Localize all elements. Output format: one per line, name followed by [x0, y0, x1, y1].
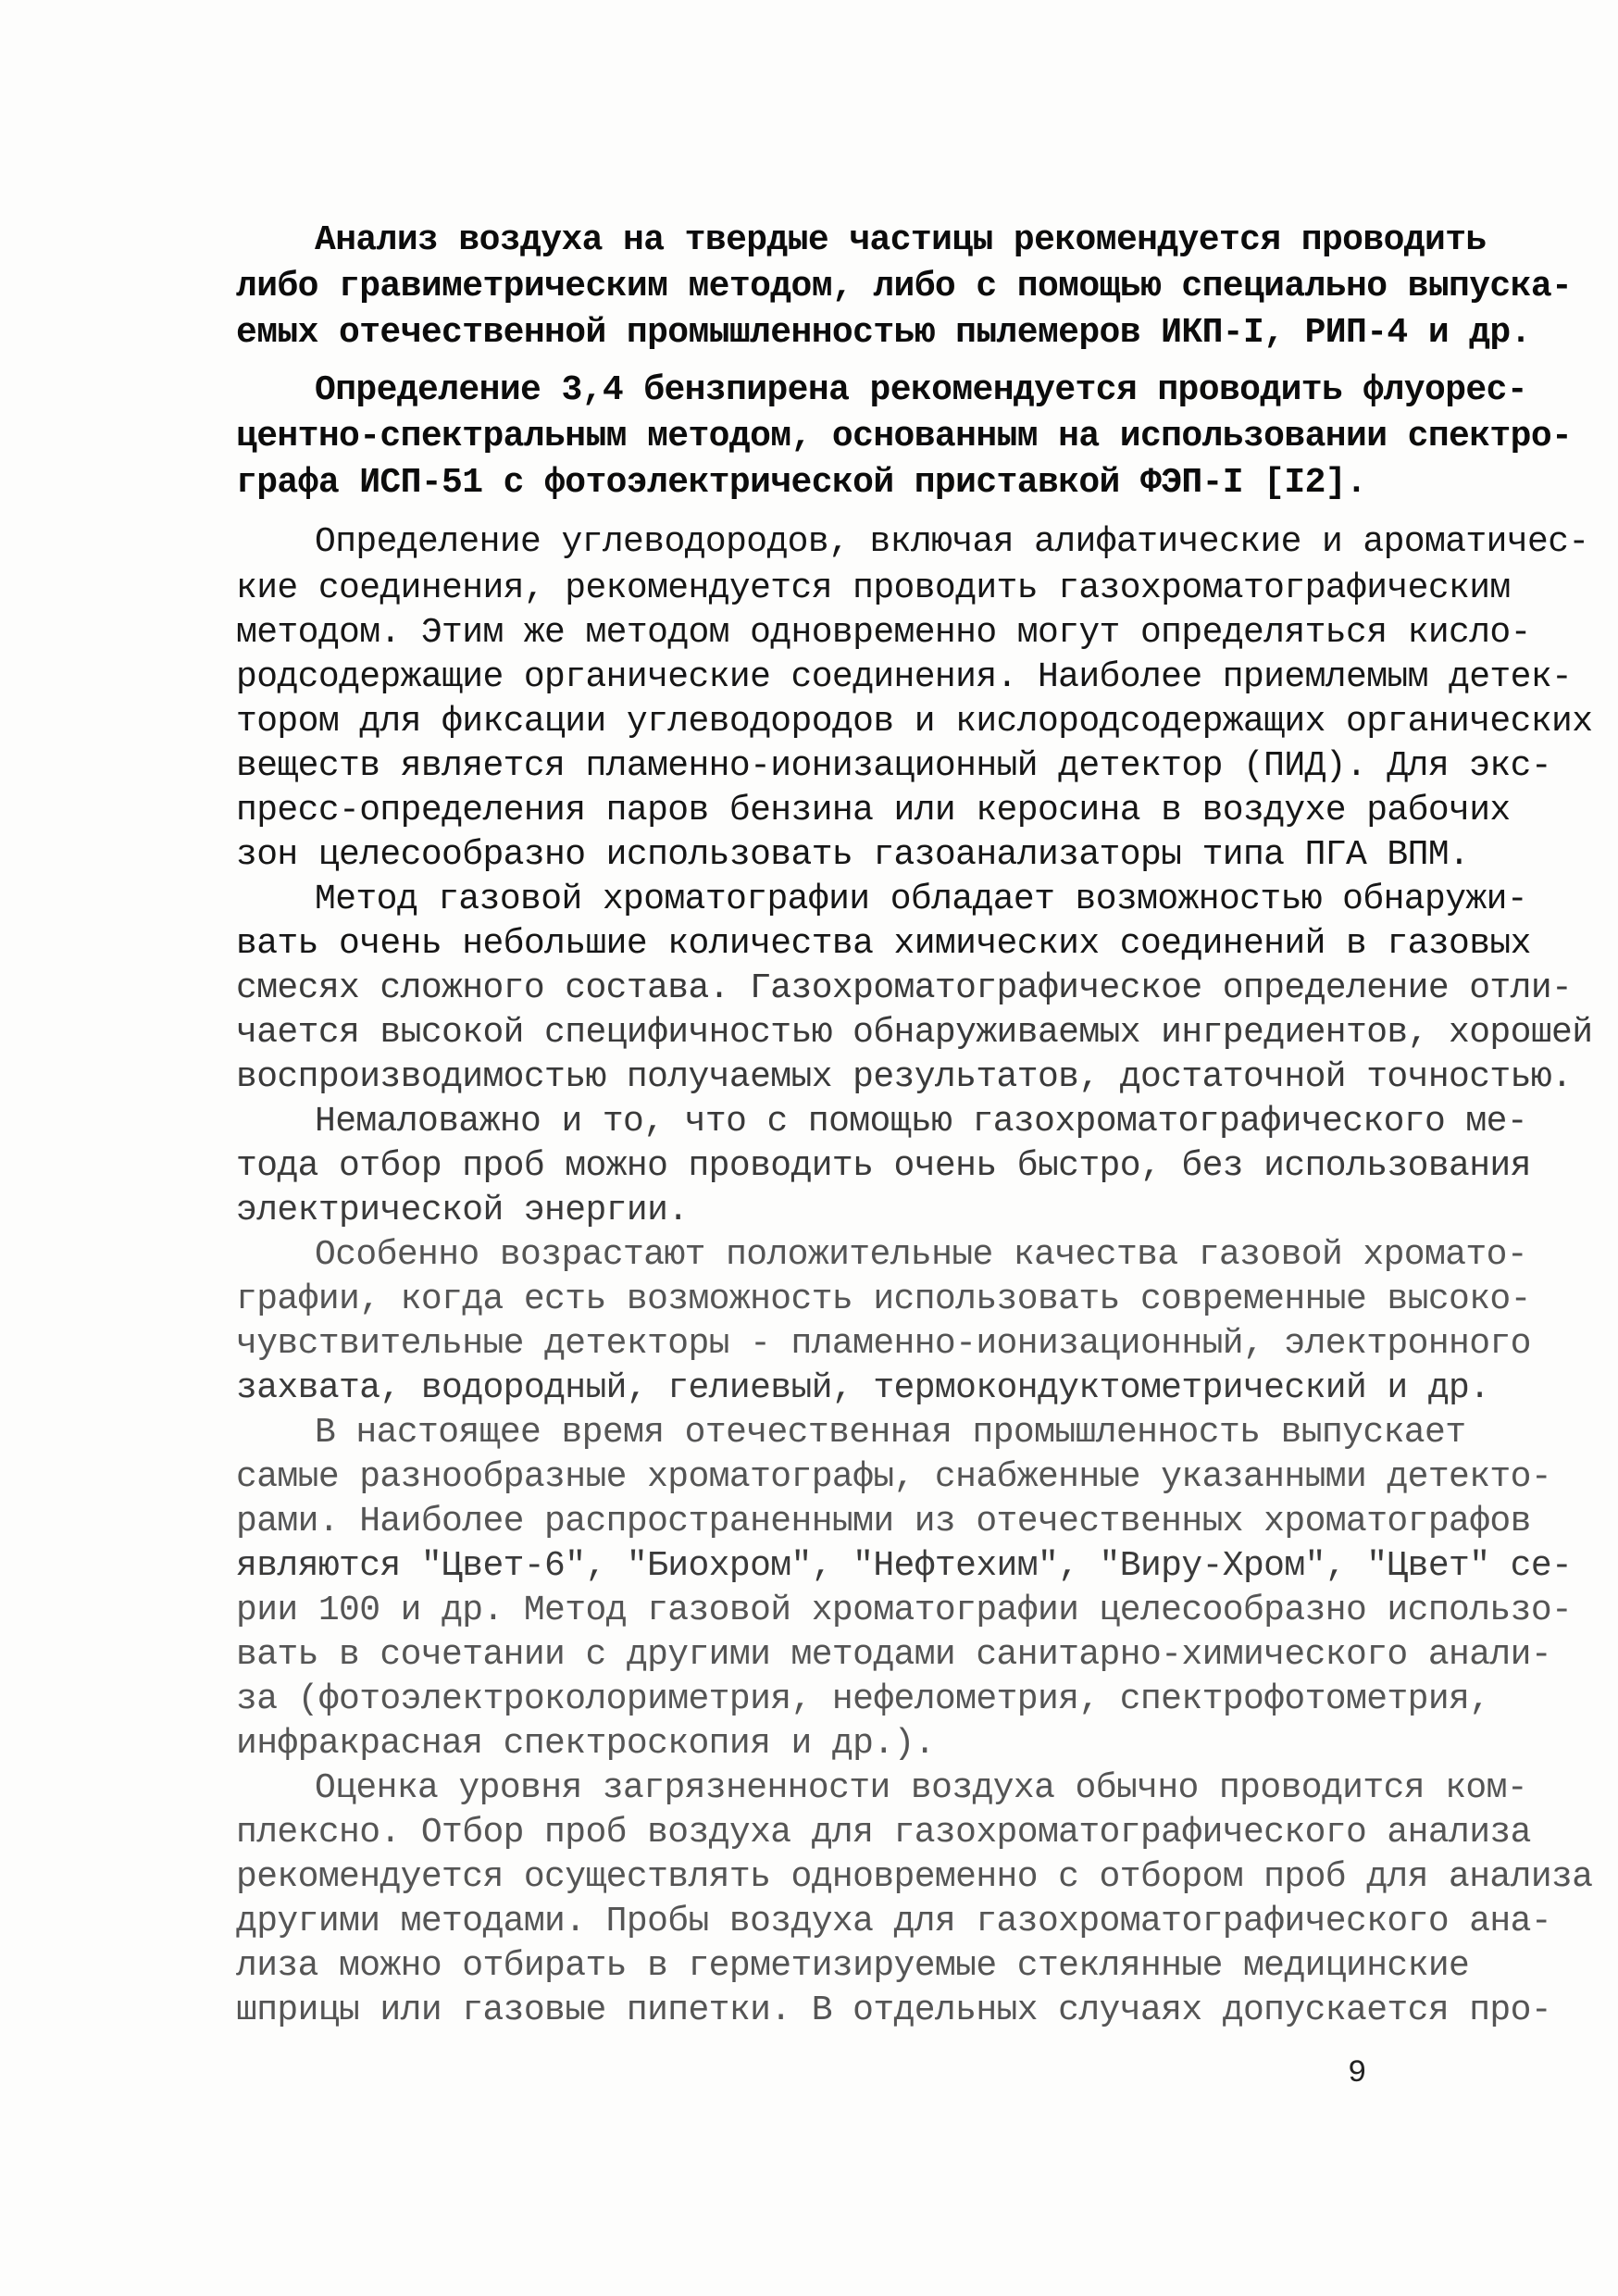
text-line: являются "Цвет-6", "Биохром", "Нефтехим", "Виру-Хром", "Цвет" се-	[236, 1546, 1573, 1586]
text-line: В настоящее время отечественная промышленность выпускает	[315, 1413, 1466, 1453]
page-number: 9	[1348, 2056, 1367, 2091]
text-line: кие соединения, рекомендуется проводить газохроматографическим	[236, 568, 1511, 608]
text-line: тода отбор проб можно проводить очень быстро, без использования	[236, 1146, 1531, 1186]
text-line: Метод газовой хроматографии обладает возможностью обнаружи-	[315, 880, 1528, 919]
text-line: электрической энергии.	[236, 1191, 689, 1230]
text-line: веществ является пламенно-ионизационный детектор (ПИД). Для экс-	[236, 746, 1552, 786]
text-line: плексно. Отбор проб воздуха для газохроматографического анализа	[236, 1813, 1531, 1853]
text-line: самые разнообразные хроматографы, снабженные указанными детекто-	[236, 1457, 1552, 1497]
text-line: графии, когда есть возможность использовать современные высоко-	[236, 1279, 1531, 1319]
text-line: рекомендуется осуществлять одновременно с отбором проб для анализа	[236, 1857, 1593, 1897]
text-line: тором для фиксации углеводородов и кислородсодержащих органических	[236, 702, 1593, 742]
text-line: Немаловажно и то, что с помощью газохроматографического ме-	[315, 1102, 1528, 1142]
text-line: центно-спектральным методом, основанным на использовании спектро-	[236, 417, 1573, 456]
text-line: Особенно возрастают положительные качества газовой хромато-	[315, 1235, 1528, 1275]
text-line: инфракрасная спектроскопия и др.).	[236, 1724, 935, 1764]
text-line: зон целесообразно использовать газоанализаторы типа ПГА ВПМ.	[236, 835, 1470, 875]
text-line: другими методами. Пробы воздуха для газохроматографического ана-	[236, 1902, 1552, 1941]
text-line: методом. Этим же методом одновременно могут определяться кисло-	[236, 613, 1531, 653]
text-line: чувствительные детекторы - пламенно-ионизационный, электронного	[236, 1324, 1531, 1364]
text-line: смесях сложного состава. Газохроматографическое определение отли-	[236, 968, 1573, 1008]
text-line: вать очень небольшие количества химических соединений в газовых	[236, 924, 1531, 964]
text-line: воспроизводимостью получаемых результатов, достаточной точностью.	[236, 1057, 1573, 1097]
text-line: лиза можно отбирать в герметизируемые стеклянные медицинские	[236, 1946, 1470, 1986]
text-line: Определение углеводородов, включая алифатические и ароматичес-	[315, 522, 1589, 562]
text-line: шприцы или газовые пипетки. В отдельных случаях допускается про-	[236, 1990, 1552, 2030]
text-line: чается высокой специфичностью обнаруживаемых ингредиентов, хорошей	[236, 1013, 1593, 1053]
text-line: пресс-определения паров бензина или керосина в воздухе рабочих	[236, 791, 1511, 830]
text-line: либо гравиметрическим методом, либо с помощью специально выпуска-	[236, 267, 1573, 306]
text-line: Оценка уровня загрязненности воздуха обычно проводится ком-	[315, 1768, 1528, 1808]
text-line: захвата, водородный, гелиевый, термокондуктометрический и др.	[236, 1368, 1490, 1408]
text-line: графа ИСП-51 с фотоэлектрической приставкой ФЭП-I [I2].	[236, 463, 1367, 503]
text-line: Определение 3,4 бензпирена рекомендуется проводить флуорес-	[315, 370, 1528, 410]
text-line: рии 100 и др. Метод газовой хроматографии целесообразно использо-	[236, 1591, 1573, 1630]
text-line: вать в сочетании с другими методами санитарно-химического анали-	[236, 1635, 1552, 1675]
text-line: рами. Наиболее распространенными из отечественных хроматографов	[236, 1502, 1531, 1541]
text-line: емых отечественной промышленностью пылемеров ИКП-I, РИП-4 и др.	[236, 313, 1531, 353]
text-line: за (фотоэлектроколориметрия, нефелометрия, спектрофотометрия,	[236, 1679, 1490, 1719]
text-line: родсодержащие органические соединения. Наиболее приемлемым детек-	[236, 657, 1573, 697]
text-line: Анализ воздуха на твердые частицы рекомендуется проводить	[315, 220, 1487, 260]
